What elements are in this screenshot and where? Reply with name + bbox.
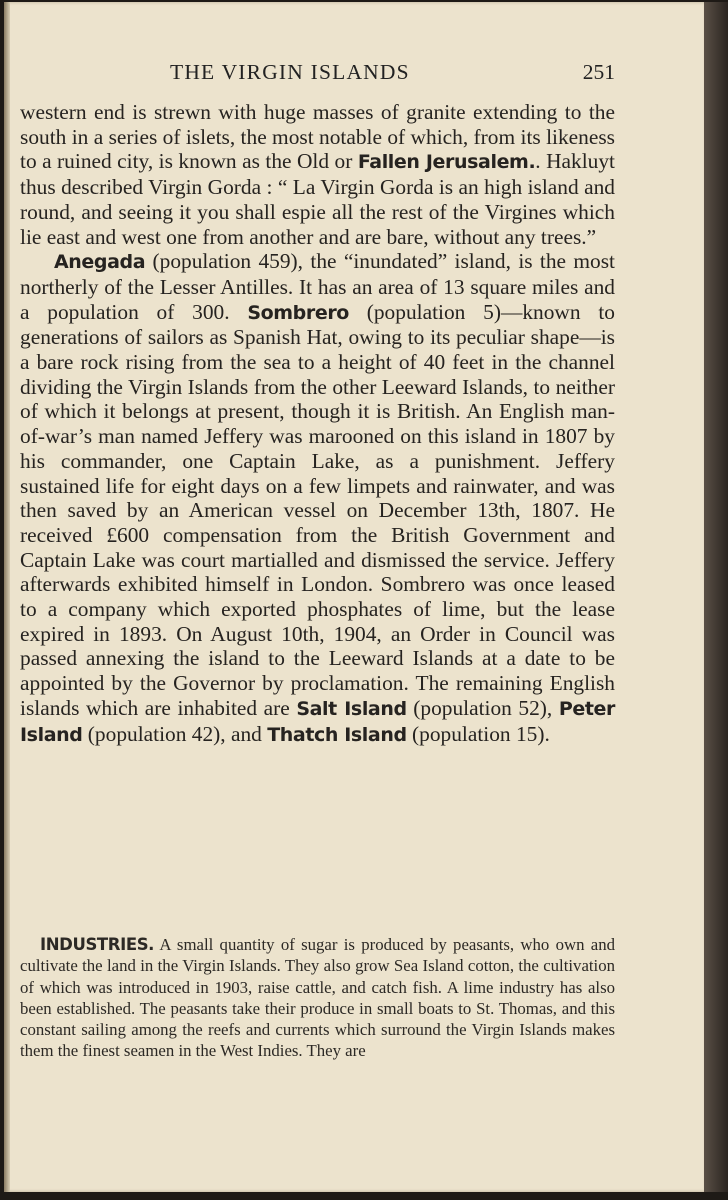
bold-sombrero: Sombrero — [247, 301, 349, 324]
paragraph-text: (population 459), the “inundated” island, is the most northerly of the Lesser Antilles. It has an area of 13 square miles and a population of 300. — [20, 249, 615, 324]
paragraph-text: (population 42), and — [82, 721, 268, 746]
bold-salt-island: Salt Island — [296, 697, 407, 720]
page-number: 251 — [582, 60, 615, 84]
book-page — [4, 2, 704, 1192]
industries-text: A small quantity of sugar is produced by peasants, who own and cultivate the land in the Virgin Islands. They also grow Sea Island cotton, the cultivation of which was introduced in 1903, raise cattle, and catch fish. A lime industry has also been established. The peasants take their produce in small boats to St. Thomas, and this constant sailing among the reefs and currents which surround the Virgin Islands makes them the finest seamen in the West Indies. They are — [20, 935, 615, 1061]
bold-anegada: Anegada — [54, 251, 146, 274]
industries-section — [20, 934, 615, 1062]
page-edge-shadow — [704, 2, 728, 1192]
running-title: THE VIRGIN ISLANDS — [170, 60, 410, 84]
page-gutter — [4, 2, 10, 1192]
running-head — [20, 60, 615, 90]
bold-fallen-jerusalem: Fallen Jerusalem. — [357, 151, 536, 174]
bold-thatch-island: Thatch Island — [267, 723, 407, 746]
paragraph-text: western end is strewn with huge masses of granite extending to the south in a series of islets, the most notable of which, from its likeness to a ruined city, is known as the Old or — [20, 100, 615, 174]
paragraph-virgin-gorda — [20, 100, 615, 249]
paragraph-text: (population 15). — [406, 721, 550, 746]
paragraph-anegada-sombrero — [20, 249, 615, 747]
bold-peter-island: Peter Island — [20, 697, 615, 746]
paragraph-text: (population 5)—known to generations of sailors as Spanish Hat, owing to its peculiar shape—is a bare rock rising from the sea to a height of 40 feet in the channel dividing the Virgin Islands from the other Leeward Islands, to neither of which it belongs at present, though it is British. An English man-of-war’s man named Jeffery was marooned on this island in 1807 by his commander, one Captain Lake, as a punishment. Jeffery sustained life for eight days on a few limpets and rainwater, and was then saved by an American vessel on December 13th, 1807. He received £600 compensation from the British Government and Captain Lake was court martialled and dismissed the service. Jeffery afterwards exhibited himself in London. Sombrero was once leased to a company which exported phosphates of lime, but the lease expired in 1893. On August 10th, 1904, an Order in Council was passed annexing the island to the Leeward Islands at a date to be appointed by the Governor by proclamation. The remaining English islands which are inhabited are — [20, 299, 615, 720]
paragraph-text: . Hakluyt thus described Virgin Gorda : “ La Virgin Gorda is an high island and round, and seeing it you shall espie all the rest of the Virgines which lie east and west one from another and are bare, without any trees.” — [20, 149, 615, 249]
paragraph-text: (population 52), — [406, 695, 559, 720]
body-text — [20, 100, 615, 747]
industries-heading: INDUSTRIES. — [40, 935, 155, 954]
